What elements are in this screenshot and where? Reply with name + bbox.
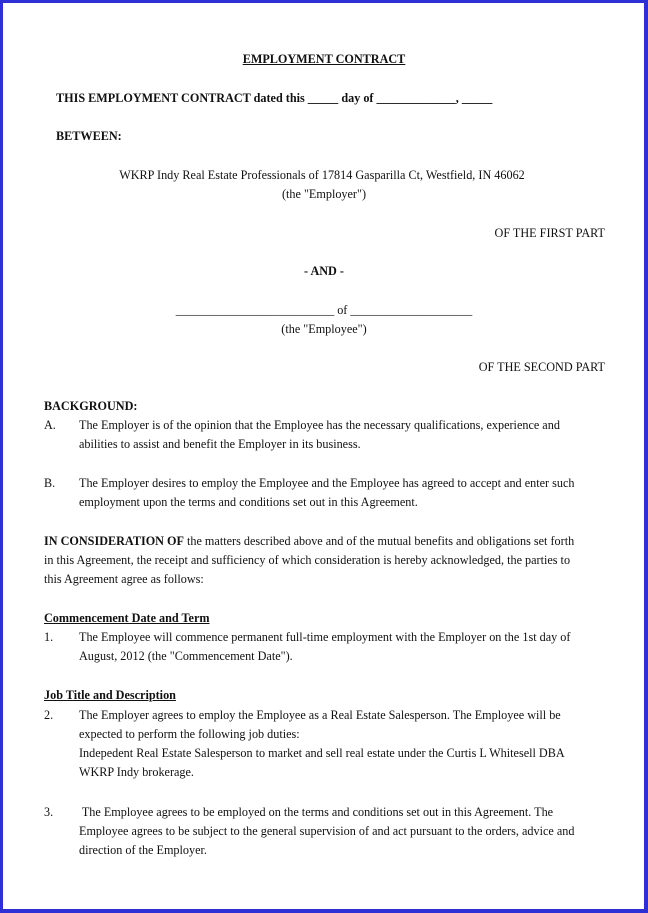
item-line: The Employer desires to employ the Employee and the Employee has agreed to accept and enter such [79, 476, 575, 490]
item-label: 2. [44, 708, 54, 722]
item-label: A. [44, 418, 56, 432]
commencement-heading: Commencement Date and Term [44, 611, 210, 625]
consideration-lead: IN CONSIDERATION OF [44, 534, 184, 548]
second-part-label: OF THE SECOND PART [478, 360, 605, 374]
item-line: August, 2012 (the "Commencement Date"). [79, 649, 293, 663]
between-heading: BETWEEN: [56, 129, 122, 143]
document-title: EMPLOYMENT CONTRACT [242, 52, 406, 66]
item-line: abilities to assist and benefit the Employer in its business. [79, 437, 361, 451]
background-item-a [44, 416, 604, 454]
item-line: The Employer is of the opinion that the Employee has the necessary qualifications, experience and [79, 418, 560, 432]
background-heading: BACKGROUND: [44, 399, 138, 413]
dated-line: THIS EMPLOYMENT CONTRACT dated this _____ day of _____________, _____ [56, 91, 493, 105]
item-line: direction of the Employer. [79, 843, 207, 857]
clause-2 [44, 706, 604, 782]
item-line: WKRP Indy brokerage. [79, 765, 194, 779]
consideration-line: this Agreement agree as follows: [44, 572, 204, 586]
clause-3 [44, 803, 604, 860]
item-line: The Employer agrees to employ the Employee as a Real Estate Salesperson. The Employee will be [79, 708, 561, 722]
employer-line: WKRP Indy Real Estate Professionals of 17814 Gasparilla Ct, Westfield, IN 46062 [119, 168, 525, 182]
consideration-line: in this Agreement, the receipt and sufficiency of which consideration is hereby acknowledged, the parties to [44, 553, 571, 567]
item-line: expected to perform the following job duties: [79, 727, 300, 741]
item-line: Indepedent Real Estate Salesperson to market and sell real estate under the Curtis L Whitesell DBA [79, 746, 565, 760]
clause-1 [44, 628, 604, 666]
item-line: employment upon the terms and conditions set out in this Agreement. [79, 495, 418, 509]
item-line: The Employee will commence permanent full-time employment with the Employer on the 1st day of [79, 630, 571, 644]
item-label: 3. [44, 805, 54, 819]
job-heading: Job Title and Description [44, 688, 176, 702]
item-line: Employee agrees to be subject to the general supervision of and act pursuant to the orders, advice and [79, 824, 575, 838]
consideration-line: the matters described above and of the mutual benefits and obligations set forth [183, 534, 575, 548]
item-label: 1. [44, 630, 54, 644]
first-part-label: OF THE FIRST PART [494, 226, 605, 240]
employee-label: (the "Employee") [281, 322, 367, 336]
consideration-paragraph [44, 532, 606, 589]
employee-line: __________________________ of ____________________ [175, 303, 473, 317]
background-item-b [44, 474, 604, 512]
employer-label: (the "Employer") [281, 187, 367, 201]
item-label: B. [44, 476, 56, 490]
and-separator: - AND - [304, 264, 344, 278]
item-line: The Employee agrees to be employed on the terms and conditions set out in this Agreement. The [79, 805, 554, 819]
